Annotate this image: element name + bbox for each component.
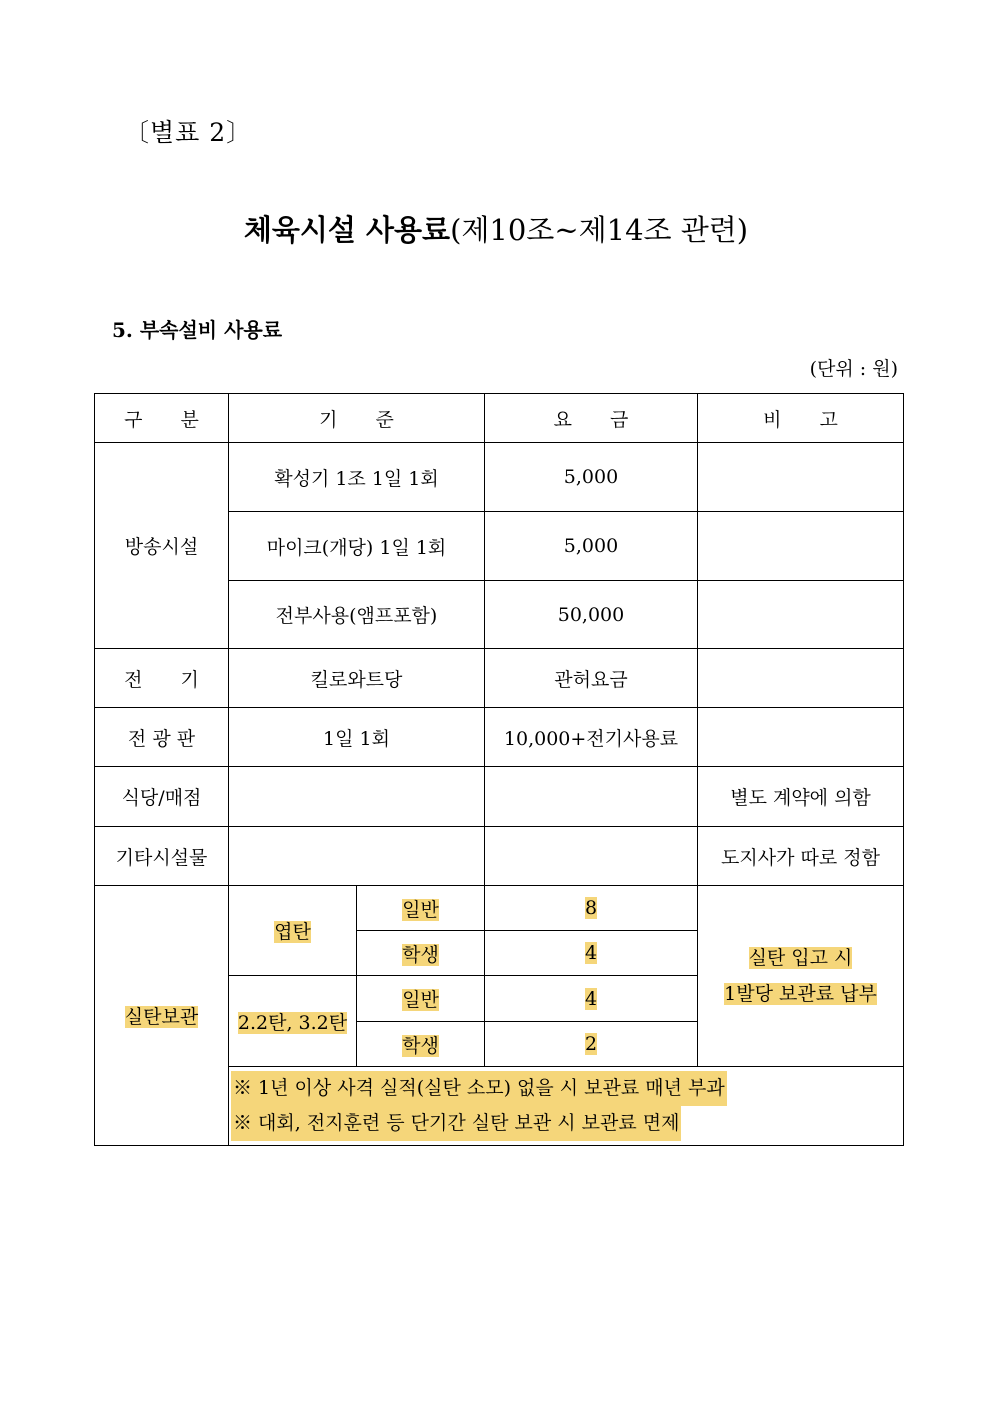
category-cell: 전 광 판 — [95, 708, 229, 767]
ammo-type: 엽탄 — [274, 921, 311, 943]
ammo-kind-cell — [357, 931, 485, 976]
table-row — [95, 886, 904, 931]
ammo-fee: 4 — [584, 987, 598, 1010]
fee-cell — [485, 1022, 698, 1067]
table-row — [95, 827, 904, 886]
fee-cell — [485, 767, 698, 827]
table-row — [95, 443, 904, 512]
category-cell: 식당/매점 — [95, 767, 229, 827]
footnote: ※ 대회, 전지훈련 등 단기간 실탄 보관 시 보관료 면제 — [231, 1106, 681, 1141]
note-cell — [698, 581, 904, 649]
fee-cell — [485, 976, 698, 1022]
table-row — [95, 767, 904, 827]
header-row — [95, 394, 904, 443]
footnote: ※ 1년 이상 사격 실적(실탄 소모) 없을 시 보관료 매년 부과 — [231, 1071, 727, 1106]
ammo-kind-cell — [357, 886, 485, 931]
header-standard: 기 준 — [229, 394, 485, 443]
standard-cell: 확성기 1조 1일 1회 — [229, 443, 485, 512]
standard-cell: 킬로와트당 — [229, 649, 485, 708]
header-fee: 요 금 — [485, 394, 698, 443]
ammo-kind: 학생 — [402, 943, 439, 966]
fee-cell: 5,000 — [485, 512, 698, 581]
table-row — [95, 649, 904, 708]
ammo-type-cell — [229, 976, 357, 1067]
header-note: 비 고 — [698, 394, 904, 443]
standard-cell — [229, 767, 485, 827]
ammo-fee: 2 — [584, 1033, 598, 1055]
fee-table — [94, 393, 904, 1146]
ammo-kind-cell — [357, 1022, 485, 1067]
ammo-type-cell — [229, 886, 357, 976]
ammo-category: 실탄보관 — [124, 1006, 199, 1028]
note-cell — [698, 649, 904, 708]
page-title — [0, 208, 992, 249]
standard-cell: 1일 1회 — [229, 708, 485, 767]
fee-cell — [485, 827, 698, 886]
category-cell: 기타시설물 — [95, 827, 229, 886]
category-cell: 방송시설 — [95, 443, 229, 649]
fee-cell — [485, 886, 698, 931]
title-reference: (제10조~제14조 관련) — [450, 213, 749, 247]
title-main: 체육시설 사용료 — [243, 213, 451, 247]
unit-label: (단위 : 원) — [809, 358, 898, 380]
ammo-note-line1: 실탄 입고 시 — [748, 947, 853, 969]
standard-cell — [229, 827, 485, 886]
ammo-type: 2.2탄, 3.2탄 — [237, 1011, 348, 1034]
ammo-fee: 4 — [584, 942, 598, 964]
note-cell: 도지사가 따로 정함 — [698, 827, 904, 886]
ammo-fee: 8 — [584, 897, 598, 919]
note-cell: 별도 계약에 의함 — [698, 767, 904, 827]
ammo-kind-cell — [357, 976, 485, 1022]
standard-cell: 마이크(개당) 1일 1회 — [229, 512, 485, 581]
note-cell — [698, 512, 904, 581]
standard-cell: 전부사용(앰프포함) — [229, 581, 485, 649]
section-title: 5. 부속설비 사용료 — [112, 318, 283, 342]
ammo-kind: 학생 — [402, 1034, 439, 1057]
ammo-note-line2: 1발당 보관료 납부 — [724, 983, 877, 1005]
annex-label: 〔별표 2〕 — [124, 118, 253, 147]
fee-cell: 50,000 — [485, 581, 698, 649]
table-row — [95, 708, 904, 767]
category-cell — [95, 886, 229, 1146]
header-category: 구 분 — [95, 394, 229, 443]
fee-cell: 관허요금 — [485, 649, 698, 708]
fee-cell: 5,000 — [485, 443, 698, 512]
note-cell — [698, 886, 904, 1067]
fee-cell: 10,000+전기사용료 — [485, 708, 698, 767]
note-cell — [698, 443, 904, 512]
fee-cell — [485, 931, 698, 976]
note-cell — [698, 708, 904, 767]
ammo-kind: 일반 — [402, 898, 439, 921]
category-cell: 전 기 — [95, 649, 229, 708]
footnotes-cell — [229, 1067, 904, 1146]
ammo-kind: 일반 — [402, 989, 439, 1011]
